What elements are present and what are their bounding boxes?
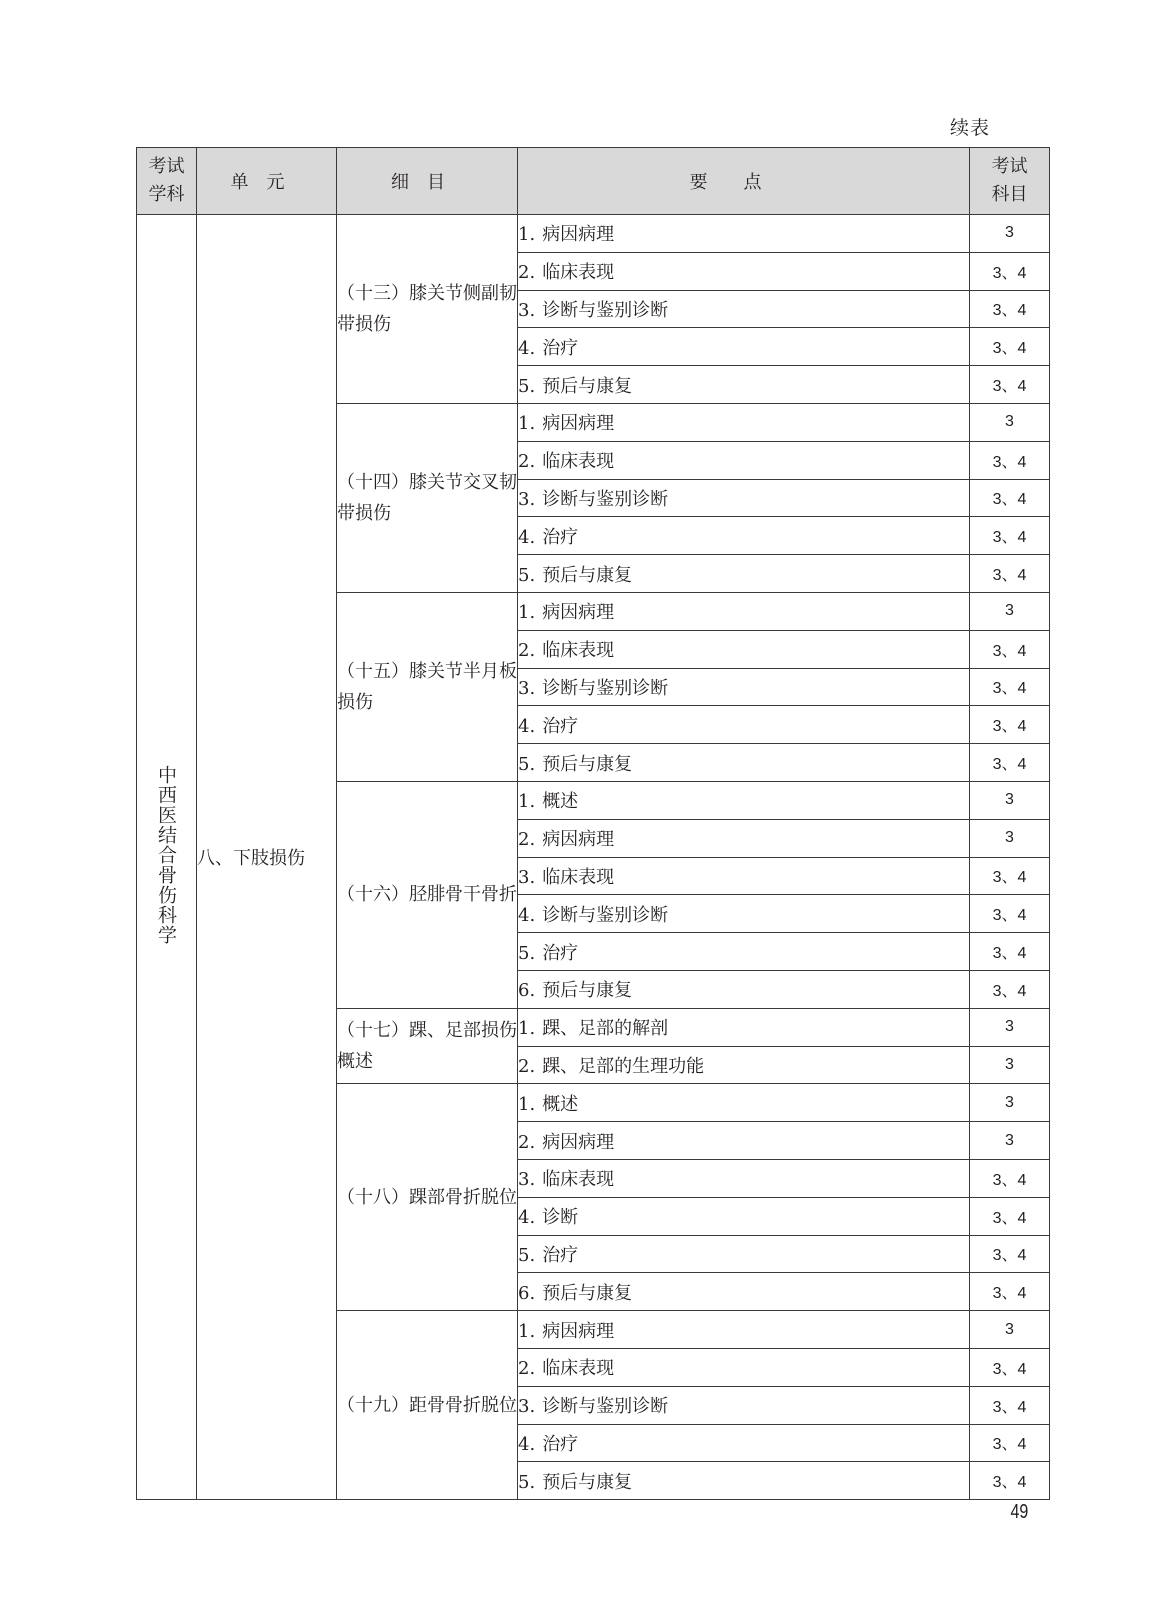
point-text: 踝、足部的解剖	[542, 1018, 669, 1040]
point-text: 治疗	[542, 1244, 579, 1266]
point-cell	[518, 895, 970, 933]
exam-level-cell: 3、4	[970, 328, 1050, 366]
point-cell	[518, 857, 970, 895]
exam-level-cell: 3、4	[970, 1159, 1050, 1197]
point-number: 3.	[518, 488, 536, 510]
point-text: 预后与康复	[542, 375, 633, 397]
point-text: 临床表现	[542, 1169, 615, 1191]
point-text: 病因病理	[542, 1320, 615, 1342]
table-header-row	[137, 148, 1050, 215]
point-number: 4.	[518, 526, 536, 548]
point-cell	[518, 441, 970, 479]
exam-level-cell: 3、4	[970, 857, 1050, 895]
exam-level-cell: 3、4	[970, 1273, 1050, 1311]
exam-level-cell: 3、4	[970, 290, 1050, 328]
header-subject-line: 学科	[148, 184, 185, 205]
point-cell	[518, 1462, 970, 1500]
exam-level-cell: 3、4	[970, 479, 1050, 517]
point-cell	[518, 479, 970, 517]
point-number: 3.	[518, 866, 536, 888]
point-text: 治疗	[542, 337, 579, 359]
point-cell	[518, 1159, 970, 1197]
point-text: 预后与康复	[542, 980, 633, 1002]
point-number: 4.	[518, 337, 536, 359]
point-text: 临床表现	[542, 640, 615, 662]
point-text: 诊断与鉴别诊断	[542, 1396, 669, 1418]
exam-level-cell: 3、4	[970, 744, 1050, 782]
point-cell	[518, 1424, 970, 1462]
point-text: 病因病理	[542, 413, 615, 435]
point-text: 诊断与鉴别诊断	[542, 904, 669, 926]
point-text: 诊断与鉴别诊断	[542, 677, 669, 699]
point-number: 3.	[518, 677, 536, 699]
point-number: 1.	[518, 1320, 536, 1342]
point-text: 预后与康复	[542, 564, 633, 586]
exam-level-cell: 3、4	[970, 1348, 1050, 1386]
point-number: 1.	[518, 791, 536, 813]
point-text: 治疗	[542, 942, 579, 964]
point-number: 3.	[518, 1396, 536, 1418]
exam-level-cell: 3	[970, 1311, 1050, 1349]
point-text: 临床表现	[542, 866, 615, 888]
point-cell	[518, 1084, 970, 1122]
subject-cell	[137, 215, 197, 1500]
unit-cell: 八、下肢损伤	[197, 215, 337, 1500]
point-cell	[518, 215, 970, 253]
point-number: 1.	[518, 1093, 536, 1115]
exam-level-cell: 3、4	[970, 706, 1050, 744]
item-cell: （十五）膝关节半月板损伤	[337, 592, 518, 781]
point-cell	[518, 819, 970, 857]
exam-level-cell: 3、4	[970, 1197, 1050, 1235]
exam-level-cell: 3	[970, 403, 1050, 441]
point-cell	[518, 781, 970, 819]
header-subject	[137, 148, 197, 215]
point-number: 5.	[518, 1244, 536, 1266]
subject-label: 中西医结合骨伤科学	[155, 764, 177, 945]
point-number: 5.	[518, 942, 536, 964]
table-body	[137, 215, 1050, 1500]
header-subject-line: 考试	[148, 156, 185, 177]
point-cell	[518, 1046, 970, 1084]
point-number: 5.	[518, 753, 536, 775]
point-number: 4.	[518, 1433, 536, 1455]
point-cell	[518, 1008, 970, 1046]
point-number: 4.	[518, 904, 536, 926]
point-cell	[518, 706, 970, 744]
point-text: 治疗	[542, 1433, 579, 1455]
exam-level-cell: 3、4	[970, 517, 1050, 555]
point-cell	[518, 403, 970, 441]
point-text: 预后与康复	[542, 1471, 633, 1493]
exam-level-cell: 3	[970, 1084, 1050, 1122]
exam-level-cell: 3	[970, 781, 1050, 819]
item-cell: （十七）踝、足部损伤概述	[337, 1008, 518, 1084]
point-number: 1.	[518, 602, 536, 624]
point-text: 临床表现	[542, 451, 615, 473]
point-cell	[518, 668, 970, 706]
header-item-label: 细目	[391, 172, 463, 193]
point-text: 病因病理	[542, 1131, 615, 1153]
point-number: 4.	[518, 715, 536, 737]
point-cell	[518, 933, 970, 971]
point-cell	[518, 252, 970, 290]
exam-level-cell: 3、4	[970, 1462, 1050, 1500]
point-number: 2.	[518, 640, 536, 662]
point-number: 1.	[518, 413, 536, 435]
point-text: 预后与康复	[542, 753, 633, 775]
exam-level-cell: 3、4	[970, 1386, 1050, 1424]
point-cell	[518, 630, 970, 668]
exam-level-cell: 3、4	[970, 555, 1050, 593]
point-cell	[518, 366, 970, 404]
header-points-label: 要点	[689, 172, 798, 193]
exam-level-cell: 3	[970, 215, 1050, 253]
point-cell	[518, 1235, 970, 1273]
point-number: 5.	[518, 564, 536, 586]
point-text: 踝、足部的生理功能	[542, 1055, 705, 1077]
point-number: 6.	[518, 980, 536, 1002]
point-cell	[518, 290, 970, 328]
point-text: 临床表现	[542, 262, 615, 284]
exam-level-cell: 3、4	[970, 895, 1050, 933]
header-exam-level-line: 考试	[991, 156, 1028, 177]
point-number: 1.	[518, 224, 536, 246]
point-number: 2.	[518, 829, 536, 851]
point-number: 1.	[518, 1018, 536, 1040]
item-cell: （十四）膝关节交叉韧带损伤	[337, 403, 518, 592]
header-exam-level	[970, 148, 1050, 215]
point-text: 概述	[542, 1093, 579, 1115]
point-cell	[518, 1122, 970, 1160]
point-cell	[518, 744, 970, 782]
point-cell	[518, 1197, 970, 1235]
point-cell	[518, 592, 970, 630]
exam-level-cell: 3、4	[970, 933, 1050, 971]
point-cell	[518, 328, 970, 366]
point-text: 诊断	[542, 1207, 579, 1229]
exam-level-cell: 3、4	[970, 630, 1050, 668]
continued-label: 续表	[949, 117, 990, 139]
exam-level-cell: 3、4	[970, 441, 1050, 479]
point-text: 诊断与鉴别诊断	[542, 299, 669, 321]
point-number: 3.	[518, 299, 536, 321]
point-text: 治疗	[542, 715, 579, 737]
exam-level-cell: 3、4	[970, 252, 1050, 290]
point-text: 预后与康复	[542, 1282, 633, 1304]
exam-level-cell: 3、4	[970, 1235, 1050, 1273]
point-number: 6.	[518, 1282, 536, 1304]
exam-level-cell: 3	[970, 1008, 1050, 1046]
exam-level-cell: 3、4	[970, 366, 1050, 404]
header-unit	[197, 148, 337, 215]
point-text: 概述	[542, 791, 579, 813]
point-number: 2.	[518, 451, 536, 473]
point-number: 4.	[518, 1207, 536, 1229]
exam-level-cell: 3	[970, 1122, 1050, 1160]
exam-level-cell: 3	[970, 1046, 1050, 1084]
syllabus-table	[136, 147, 1050, 1500]
point-text: 病因病理	[542, 829, 615, 851]
exam-level-cell: 3	[970, 819, 1050, 857]
point-number: 2.	[518, 1358, 536, 1380]
item-cell: （十六）胫腓骨干骨折	[337, 781, 518, 1008]
point-number: 5.	[518, 1471, 536, 1493]
point-text: 病因病理	[542, 602, 615, 624]
table-row	[137, 215, 1050, 253]
point-text: 病因病理	[542, 224, 615, 246]
exam-level-cell: 3	[970, 592, 1050, 630]
point-cell	[518, 1311, 970, 1349]
point-cell	[518, 517, 970, 555]
exam-level-cell: 3、4	[970, 668, 1050, 706]
exam-level-cell: 3、4	[970, 970, 1050, 1008]
point-cell	[518, 1273, 970, 1311]
exam-level-cell: 3、4	[970, 1424, 1050, 1462]
point-text: 临床表现	[542, 1358, 615, 1380]
point-cell	[518, 555, 970, 593]
point-number: 2.	[518, 262, 536, 284]
point-text: 治疗	[542, 526, 579, 548]
header-points	[518, 148, 970, 215]
point-number: 2.	[518, 1131, 536, 1153]
point-number: 5.	[518, 375, 536, 397]
point-text: 诊断与鉴别诊断	[542, 488, 669, 510]
point-number: 2.	[518, 1055, 536, 1077]
point-cell	[518, 1386, 970, 1424]
point-number: 3.	[518, 1169, 536, 1191]
header-unit-label: 单元	[230, 172, 303, 193]
page-number: 49	[1010, 1501, 1028, 1523]
header-item	[337, 148, 518, 215]
item-cell: （十八）踝部骨折脱位	[337, 1084, 518, 1311]
point-cell	[518, 970, 970, 1008]
header-exam-level-line: 科目	[991, 184, 1028, 205]
item-cell: （十三）膝关节侧副韧带损伤	[337, 215, 518, 404]
point-cell	[518, 1348, 970, 1386]
item-cell: （十九）距骨骨折脱位	[337, 1311, 518, 1500]
